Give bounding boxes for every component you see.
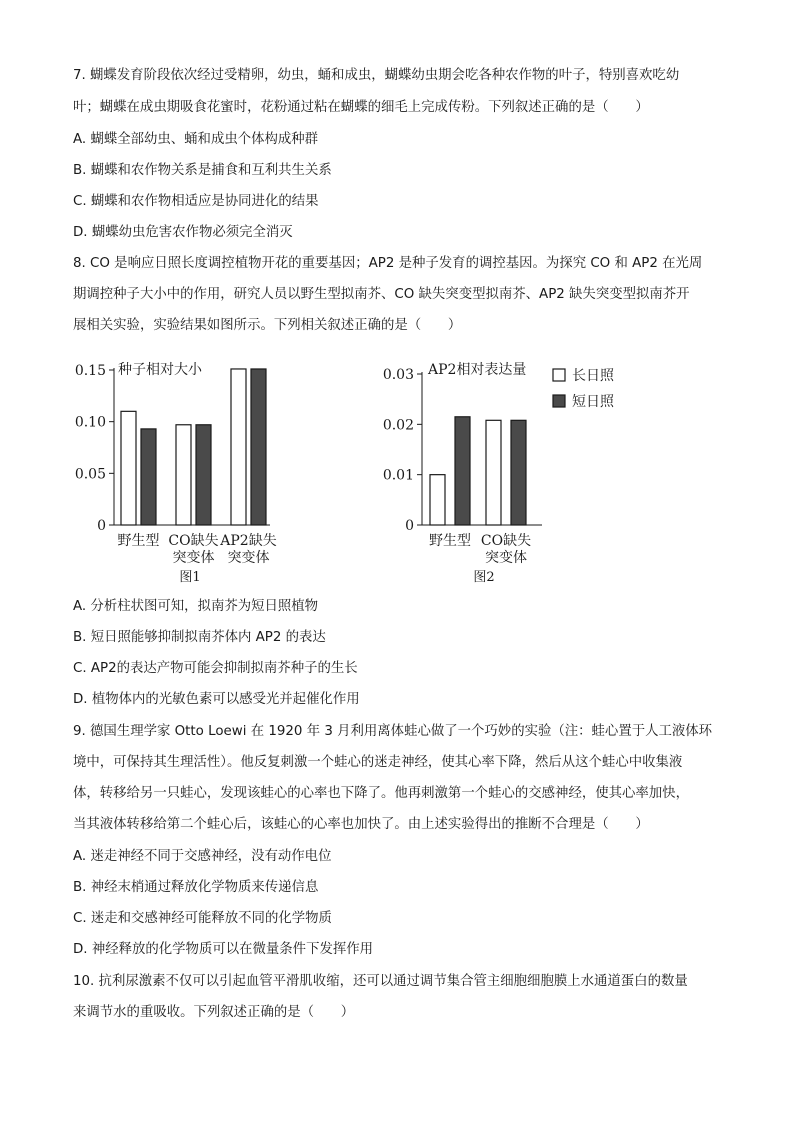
q8-stem-line-3: 展相关实验，实验结果如图所示。下列相关叙述正确的是（ ） — [73, 318, 462, 333]
x-category-label: 突变体 — [227, 550, 270, 566]
figure-2-chart — [372, 352, 662, 592]
q10-stem-line-2: 来调节水的重吸收。下列叙述正确的是（ ） — [73, 1005, 355, 1020]
x-category-label: 突变体 — [172, 550, 215, 566]
y-tick-label: 0.10 — [74, 414, 106, 431]
legend-label-short: 短日照 — [572, 394, 614, 410]
bar-short-day-1 — [196, 425, 211, 525]
x-category-label: AP2缺失 — [220, 533, 277, 549]
q9-stem-line-2: 境中，可保持其生理活性）。他反复刺激一个蛙心的迷走神经，使其心率下降，然后从这个蛙心中收集液 — [73, 755, 683, 770]
q8-option-c: C. AP2的表达产物可能会抑制拟南芥种子的生长 — [73, 661, 358, 676]
y-tick-label: 0.03 — [382, 367, 414, 383]
q7-option-d: D. 蝴蝶幼虫危害农作物必须完全消灭 — [73, 225, 293, 240]
bar-short-day-0 — [455, 417, 470, 525]
fig2-caption: 图2 — [473, 570, 495, 585]
x-category-label: 野生型 — [117, 533, 160, 549]
q9-option-d: D. 神经释放的化学物质可以在微量条件下发挥作用 — [73, 942, 374, 957]
bar-long-day-0 — [121, 411, 136, 525]
fig1-caption: 图1 — [179, 570, 201, 585]
y-tick-label: 0.01 — [382, 467, 414, 484]
q8-option-b: B. 短日照能够抑制拟南芥体内 AP2 的表达 — [73, 630, 326, 645]
x-category-label: 突变体 — [485, 550, 527, 566]
q9-option-a: A. 迷走神经不同于交感神经，没有动作电位 — [73, 849, 332, 864]
q9-stem-line-4: 当其液体转移给第二个蛙心后，该蛙心的心率也加快了。由上述实验得出的推断不合理是（ ） — [73, 817, 649, 832]
q9-option-b: B. 神经末梢通过释放化学物质来传递信息 — [73, 880, 319, 895]
legend-label-long: 长日照 — [572, 368, 614, 384]
q7-option-a: A. 蝴蝶全部幼虫、蛹和成虫个体构成种群 — [73, 132, 319, 147]
x-category-label: 野生型 — [429, 533, 471, 549]
bar-short-day-1 — [511, 420, 526, 525]
y-tick-label: 0.15 — [74, 363, 106, 379]
q8-option-d: D. 植物体内的光敏色素可以感受光并起催化作用 — [73, 692, 360, 707]
q9-stem-line-3: 体，转移给另一只蛙心，发现该蛙心的心率也下降了。他再刺激第一个蛙心的交感神经，使其心率加快， — [73, 786, 689, 801]
bar-long-day-1 — [176, 425, 191, 525]
legend-swatch-short — [553, 395, 565, 407]
q9-stem-line-1: 9. 德国生理学家 Otto Loewi 在 1920 年 3 月利用离体蛙心做了一个巧妙的实验（注：蛙心置于人工液体环 — [73, 724, 713, 739]
bar-long-day-2 — [231, 369, 246, 525]
y-tick-label: 0 — [97, 518, 106, 534]
x-category-label: CO缺失 — [168, 533, 219, 549]
figure-1-chart — [60, 352, 310, 592]
x-category-label: CO缺失 — [480, 533, 532, 549]
fig2-title: AP2相对表达量 — [428, 362, 527, 378]
q7-option-b: B. 蝴蝶和农作物关系是捕食和互利共生关系 — [73, 163, 332, 178]
y-tick-label: 0 — [405, 518, 414, 534]
q8-stem-line-2: 期调控种子大小中的作用，研究人员以野生型拟南芥、CO 缺失突变型拟南芥、AP2 缺失突变型拟南芥开 — [73, 287, 690, 302]
q10-stem-line-1: 10. 抗利尿激素不仅可以引起血管平滑肌收缩，还可以通过调节集合管主细胞细胞膜上水通道蛋白的数量 — [73, 974, 688, 989]
q7-option-c: C. 蝴蝶和农作物相适应是协同进化的结果 — [73, 194, 319, 209]
bar-long-day-0 — [430, 475, 445, 525]
y-tick-label: 0.02 — [382, 417, 414, 434]
q8-option-a: A. 分析柱状图可知，拟南芥为短日照植物 — [73, 599, 319, 614]
legend-swatch-long — [553, 369, 565, 381]
q7-stem-line-1: 7. 蝴蝶发育阶段依次经过受精卵，幼虫，蛹和成虫，蝴蝶幼虫期会吃各种农作物的叶子，特别喜欢吃幼 — [73, 68, 680, 83]
bar-short-day-2 — [251, 369, 266, 525]
q8-stem-line-1: 8. CO 是响应日照长度调控植物开花的重要基因；AP2 是种子发育的调控基因。为探究 CO 和 AP2 在光周 — [73, 256, 703, 271]
y-tick-label: 0.05 — [74, 466, 106, 483]
q9-option-c: C. 迷走和交感神经可能释放不同的化学物质 — [73, 911, 332, 926]
q7-stem-line-2: 叶；蝴蝶在成虫期吸食花蜜时，花粉通过粘在蝴蝶的细毛上完成传粉。下列叙述正确的是（ ） — [73, 100, 649, 115]
bar-long-day-1 — [486, 420, 501, 525]
bar-short-day-0 — [141, 429, 156, 525]
fig1-title: 种子相对大小 — [118, 362, 202, 378]
